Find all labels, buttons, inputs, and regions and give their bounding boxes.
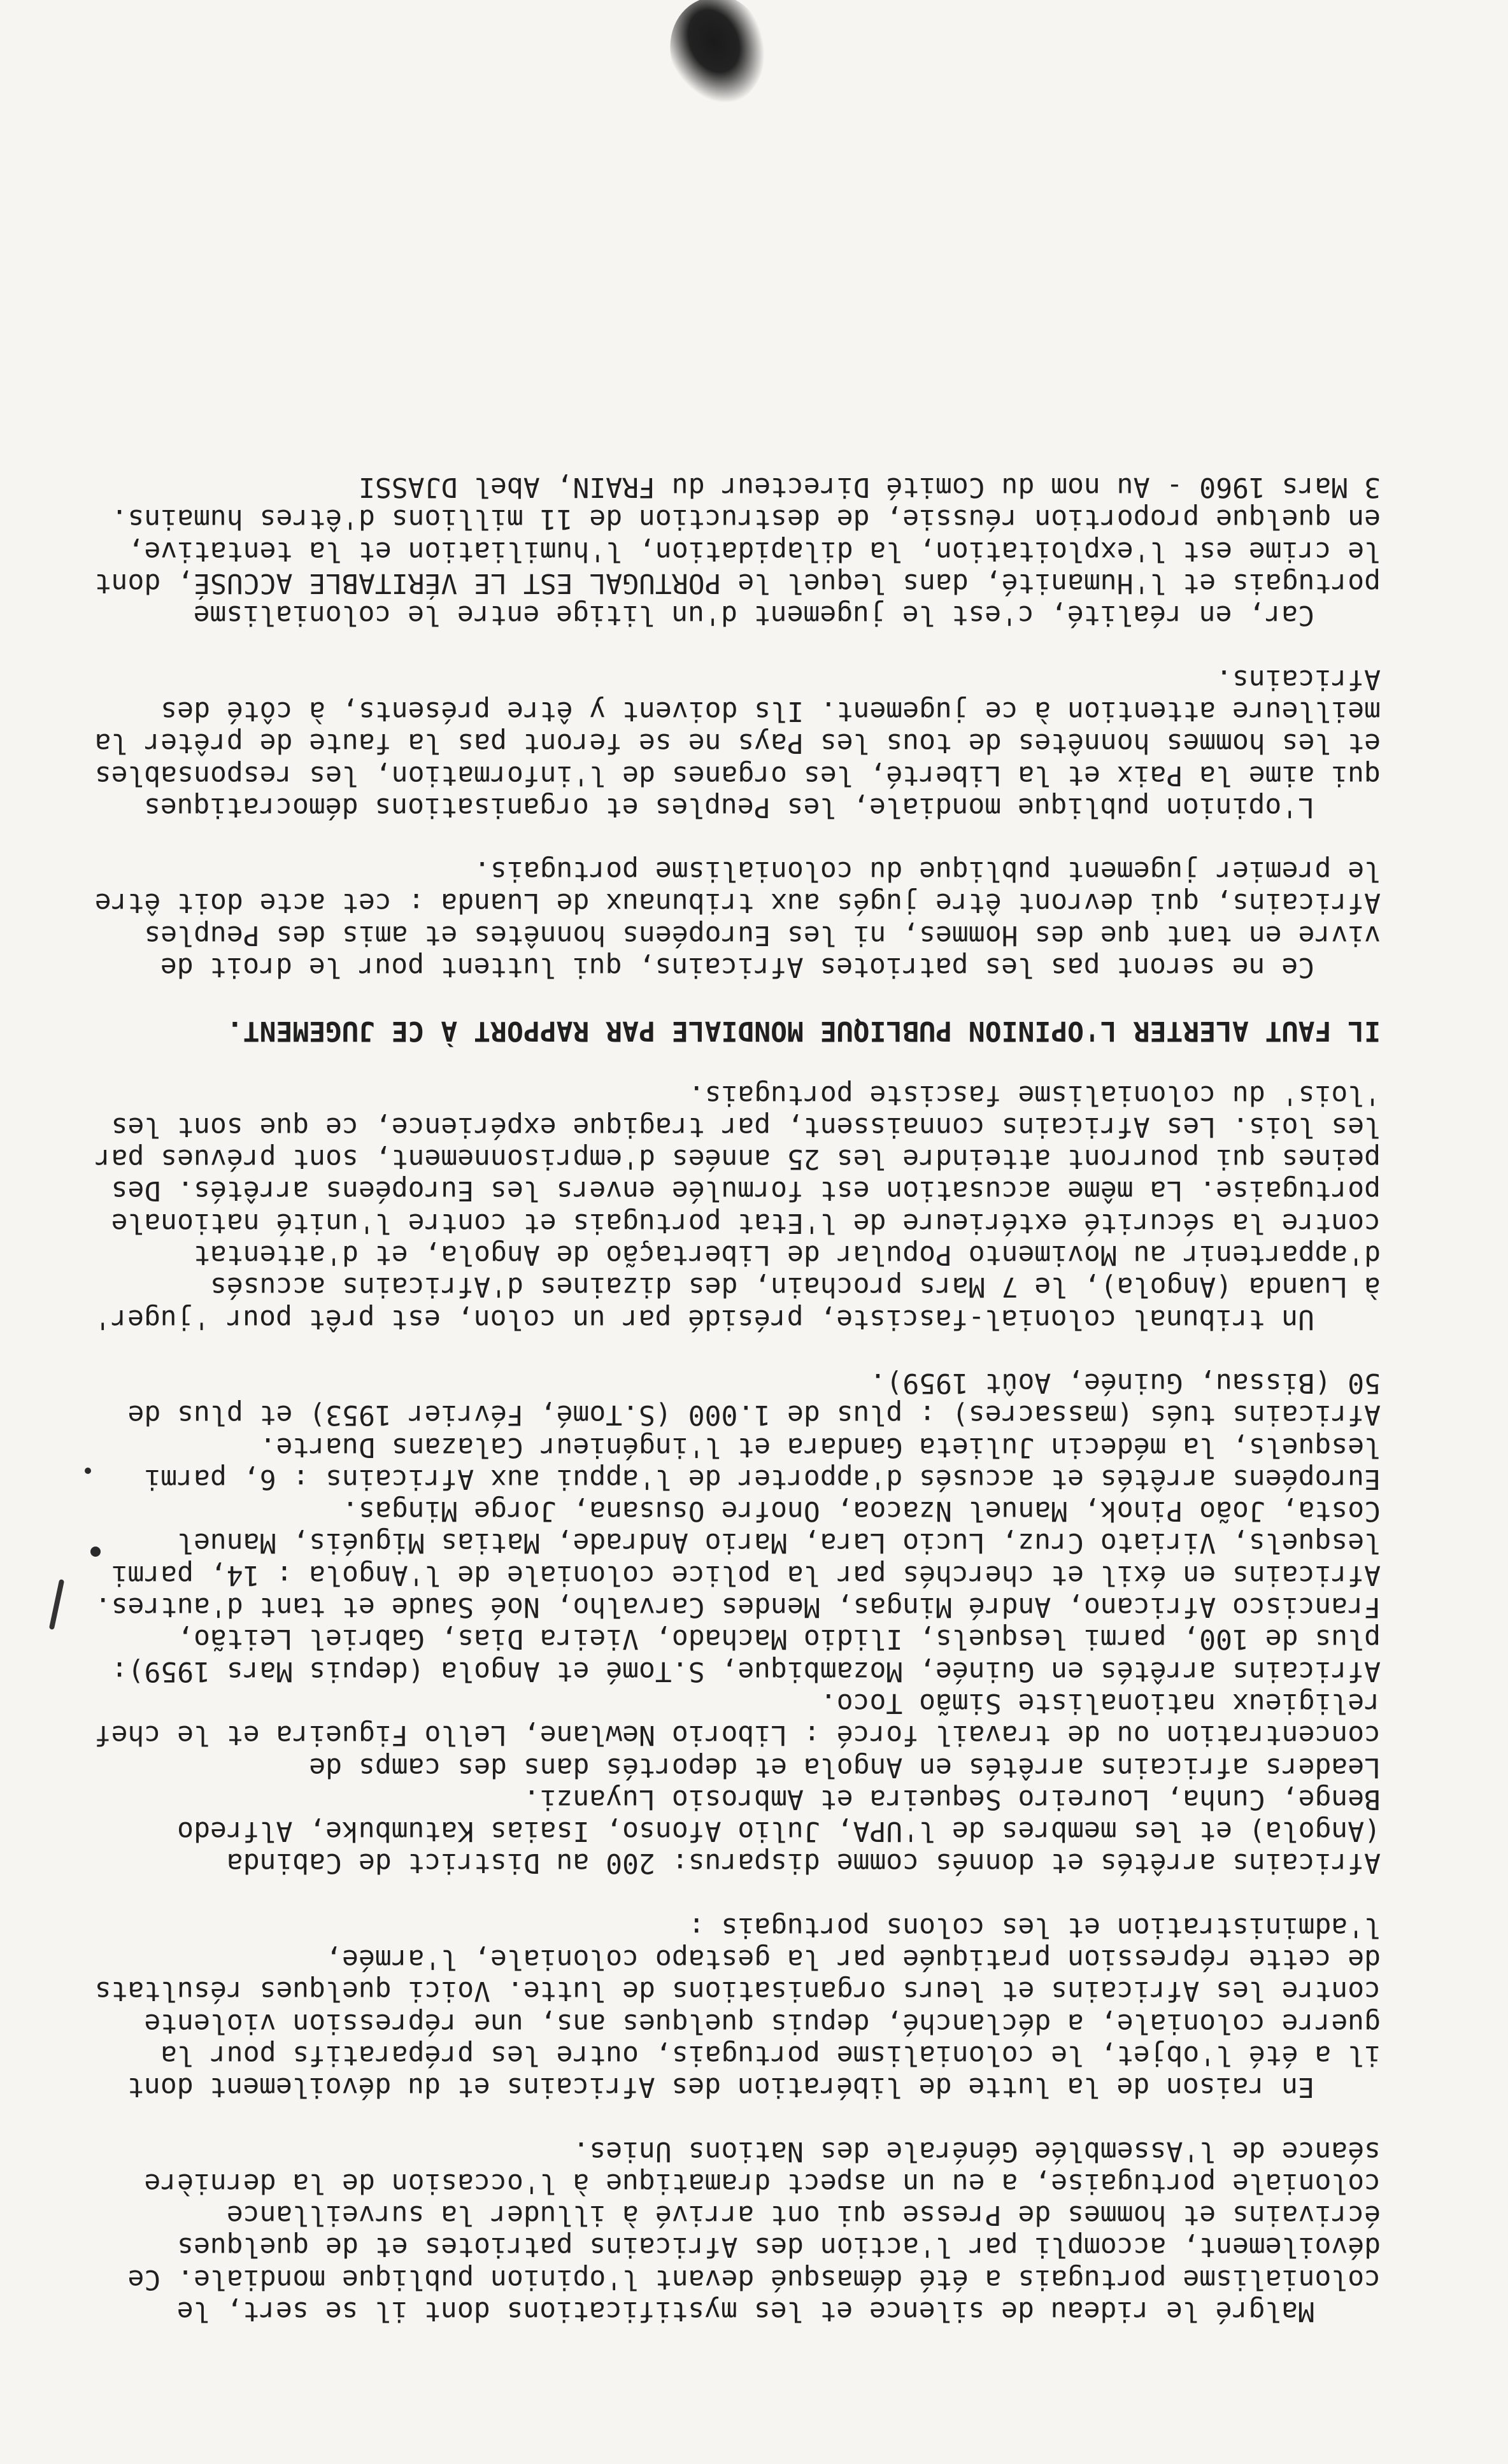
- paragraph-tribunal: Un tribunal colonial-fasciste, présidé par un colon, est prêt pour 'juger' à Luanda (Angola), le 7 Mars prochain, des dizaines d'Africains accusés d'appartenir au Movimento Popular de Libertação de Angola, et d'attentat contre la sécurité extérieure de l'Etat portugais et contre l'unité nationale portugaise. La même accusation est formulée envers les Européens arrêtés. Des peines qui pourront atteindre les 25 années d'emprisonnement, sont prévues par les lois. Les Africains connaissent, par tragique expérience, ce que sont les 'lois' du colonialisme fasciste portugais.: [78, 1079, 1381, 1335]
- list-item-europeans-arrested: Européens arrêtés et accusés d'apporter de l'appui aux Africains : 6, parmi lesquels, la médecin Julieta Gandara et l'ingénieur Calazans Duarte.: [127, 1431, 1381, 1495]
- paragraph-public-opinion: L'opinion publique mondiale, les Peuples et organisations démocratiques qui aime la Paix et la Liberté, les organes de l'information, les responsables et les hommes honnêtes de tous les Pays ne se feront pas la faute de prêter la meilleure attention à ce jugement. Ils doivent y être présents, à côté des Africains.: [78, 663, 1381, 823]
- list-item-killed: Africains tués (massacres) : plus de 1.000 (S.Tomé, Février 1953) et plus de 50 (Bissau, Guinée, Août 1959).: [111, 1366, 1381, 1431]
- signature-line: 3 Mars 1960 - Au nom du Comité Directeur du FRAIN, Abel DJASSI: [358, 471, 1381, 504]
- ink-blot: [652, 0, 785, 120]
- document-body: [78, 471, 1381, 2327]
- scan-mark: [49, 1579, 64, 1630]
- list-item-deported-leaders: Leaders africains arrêtés en Angola et deportés dans des camps de concentration ou de travail forcé : Liborio Newlane, Lello Figueira et le chef religieux nationaliste Simão Toco.: [78, 1687, 1381, 1783]
- paragraph-intro: Malgré le rideau de silence et les mystifications dont il se sert, le colonialisme portugais a été démasqué devant l'opinion publique mondiale. Ce dévoilement, accompli par l'action des Africains patriotes et de quelques écrivains et hommes de Presse qui ont arrivé à illuder la surveillance coloniale portugaise, a eu un aspect dramatique à l'occasion de la dernière séance de l'Assemblée Générale des Nations Unies.: [111, 2135, 1381, 2327]
- section-heading: IL FAUT ALERTER L'OPINION PUBLIQUE MONDIALE PAR RAPPORT À CE JUGEMENT.: [226, 1015, 1381, 1047]
- list-item-arrested-since-1959: Africains arrêtés en Guinée, Mozambique, S.Tomé et Angola (depuis Mars 1959): plus de 100, parmi lesquels, Ilidio Machado, Vieira Dias, Gabriel Leitão, Francisco Africano, André Mingas, Mendes Carvalho, Noé Saude et tant d'autres.: [94, 1591, 1381, 1687]
- scan-speck: [90, 1547, 101, 1557]
- list-item-disappeared: Africains arrêtés et donnés comme disparus: 200 au District de Cabinda (Angola) et les membres de l'UPA, Julio Afonso, Isaias Katumbuke, Alfredo Benge, Cunha, Loureiro Sequeira et Ambrosio Luyanzi.: [160, 1783, 1381, 1880]
- list-item-exiles: Africains en éxil et cherchés par la police coloniale de l'Angola : 14, parmi lesquels, Viriato Cruz, Lucio Lara, Mario Andrade, Matias Miguéis, Manuel Costa, João Pinok, Manuel Nzacoa, Onofre Osusana, Jorge Mingas.: [94, 1495, 1381, 1591]
- paragraph-repression: En raison de la lutte de libération des Africains et du dévoilement dont il a été l'objet, le colonialisme portugais, outre les préparatifs pour la guerre coloniale, a déclanché, depuis quelques ans, une répression violente contre les Africains et leurs organisations de lutte. Voici quelques résultats de cette répression pratiquée par la gestapo coloniale, l'armée, l'administration et les colons portugais :: [78, 1911, 1381, 2104]
- paragraph-patriots: Ce ne seront pas les patriotes Africains, qui luttent pour le droit de vivre en tant que des Hommes, ni les Européens honnêtes et amis des Peuples Africains, qui devront être jugés aux tribunaux de Luanda : cet acte doit être le premier jugement publique du colonialisme portugais.: [78, 855, 1381, 984]
- scan-speck: [85, 1468, 91, 1474]
- paragraph-conclusion: Car, en réalité, c'est le jugement d'un litige entre le colonialisme portugais et l'Humanité, dans lequel le PORTUGAL EST LE VÉRITABLE ACCUSÉ, dont le crime est l'exploitation, la dilapidation, l'humiliation et la tentative, en quelque proportion réussie, de destruction de 11 millions d'êtres humains.: [78, 503, 1381, 632]
